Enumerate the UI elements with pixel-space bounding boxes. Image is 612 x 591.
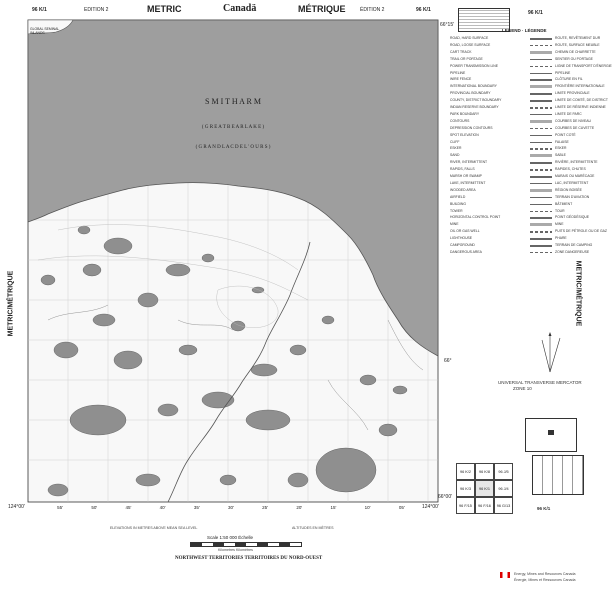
legend-symbol xyxy=(530,128,552,130)
coord-top-right: 66°15' xyxy=(440,22,455,28)
legend-symbol xyxy=(530,245,552,247)
legend-label-fr: PHARE xyxy=(555,236,567,241)
legend-label-fr: LIMITE DE COMTÉ, DE DISTRICT xyxy=(555,98,608,103)
legend-row xyxy=(450,50,602,56)
canada-wordmark: Canadä xyxy=(223,3,257,14)
legend-row xyxy=(450,98,608,104)
scale-title: Scale 1:50 000 Échelle xyxy=(207,535,254,540)
legend-label-fr: SENTIER OU PORTAGE xyxy=(555,56,593,61)
legend-row xyxy=(450,181,602,187)
legend-row xyxy=(450,119,602,125)
legend-row xyxy=(450,209,602,215)
water-sub-fr: ( G R A N D L A C D E L ' O U R S ) xyxy=(195,145,271,150)
legend-label-en: CLIFF xyxy=(450,139,460,144)
legend-row xyxy=(450,195,602,201)
region-name: NORTHWEST TERRITORIES TERRITOIRES DU NORD-OUEST xyxy=(175,556,323,561)
legend-label-fr: RIVIÈRE, INTERMITTENTE xyxy=(555,160,598,165)
legend-label-fr: CLÔTURE EN FIL xyxy=(555,77,583,82)
legend-symbol xyxy=(530,59,552,61)
legend-row xyxy=(450,167,602,173)
metric-label: METRIC xyxy=(147,4,182,14)
legend-row xyxy=(450,236,602,242)
index-cell: 96 K/1 xyxy=(475,480,494,497)
zone-label: ZONE 10 xyxy=(513,386,532,391)
legend-label-en: COUNTY, DISTRICT BOUNDARY xyxy=(450,98,502,103)
legend-label-en: PARK BOUNDARY xyxy=(450,111,480,116)
legend-symbol xyxy=(530,197,552,199)
legend-symbol xyxy=(530,169,552,171)
legend-label-fr: TERRAIN DE CAMPING xyxy=(555,243,593,247)
index-cell: 96 K/8 xyxy=(475,463,494,480)
legend-label-en: SPOT ELEVATION xyxy=(450,132,479,137)
corner-label: GLOBAL SEMINAL INLANDS xyxy=(30,27,60,35)
legend-row xyxy=(450,84,605,90)
legend-row xyxy=(450,243,602,249)
legend-symbol xyxy=(530,100,552,102)
legend-label-fr: POINT GÉODÉSIQUE xyxy=(555,215,590,220)
longitude-tick-label: 10' xyxy=(364,505,371,510)
legend-row xyxy=(450,153,602,159)
legend-row xyxy=(450,112,602,118)
legend-label-en: AIRFIELD xyxy=(450,194,466,199)
reference-grid xyxy=(532,455,584,495)
longitude-tick-label: 50' xyxy=(91,505,98,510)
index-cell: 96 K/2 xyxy=(456,463,475,480)
legend-row xyxy=(450,133,602,139)
edition-right: ÉDITION 2 xyxy=(360,7,385,13)
legend-label-en: BUILDING xyxy=(450,201,467,206)
water-name: S M I T H A R M xyxy=(205,97,261,106)
legend-label-fr: ZONE DANGEREUSE xyxy=(555,249,590,254)
legend-label-fr: TERRAIN D'AVIATION xyxy=(555,194,590,199)
metrique-label: MÉTRIQUE xyxy=(298,4,346,14)
legend-label-en: ESKER xyxy=(450,146,462,151)
legend-label-en: HORIZONTAL CONTROL POINT xyxy=(450,215,501,220)
legend-row xyxy=(450,250,602,256)
legend-label-en: LAKE, INTERMITTENT xyxy=(450,180,486,185)
dept-en: Energy, Mines and Resources Canada xyxy=(514,572,576,576)
legend-label-en: TRAIL OR PORTAGE xyxy=(450,56,483,61)
legend-label-fr: TOUR xyxy=(555,208,565,213)
scale-units: Kilometres Kilomètres xyxy=(218,548,253,552)
legend-label-en: POWER TRANSMISSION LINE xyxy=(450,63,498,68)
legend-label-fr: LIMITE PROVINCIALE xyxy=(555,91,590,96)
legend-label-en: WOODED AREA xyxy=(450,187,476,192)
legend-symbol xyxy=(530,238,552,240)
legend-label-fr: LAC, INTERMITTENT xyxy=(555,180,589,185)
index-cell: 96 J/4 xyxy=(494,480,513,497)
legend-row xyxy=(450,63,612,70)
legend-label-en: TOWER xyxy=(450,208,463,213)
legend-symbol xyxy=(530,51,552,54)
legend-label-en: OIL OR GAS WELL xyxy=(450,229,480,234)
legend-label-fr: ROUTE, REVÊTEMENT DUR xyxy=(555,36,601,40)
legend-symbol xyxy=(530,107,552,109)
legend-label-en: RIVER, INTERMITTENT xyxy=(450,160,488,165)
legend-label-fr: POINT COTÉ xyxy=(555,132,576,137)
legend-label-fr: BÂTIMENT xyxy=(555,201,573,206)
legend-symbol xyxy=(530,183,552,185)
legend-label-en: DEPRESSION CONTOURS xyxy=(450,125,493,130)
canada-flag-icon xyxy=(500,572,510,578)
legend-row xyxy=(450,77,602,83)
legend-row xyxy=(450,174,602,180)
edition-left: EDITION 2 xyxy=(84,7,109,13)
legend-row xyxy=(450,160,602,166)
legend-symbol xyxy=(530,148,552,150)
legend-symbol xyxy=(530,38,552,40)
legend-label-en: SAND xyxy=(450,153,460,158)
legend-symbol xyxy=(530,162,552,164)
legend-label-fr: ROUTE, SURFACE MEUBLE xyxy=(555,42,600,47)
coord-right-bottom: 124°00' xyxy=(422,504,439,510)
longitude-tick-label: 35' xyxy=(193,505,200,510)
legend-label-en: DANGEROUS AREA xyxy=(450,249,482,254)
legend-row xyxy=(450,91,602,97)
coord-right-mid: 66° xyxy=(444,358,452,364)
legend-symbol xyxy=(530,85,552,88)
index-cell: 96 F/15 xyxy=(456,497,475,514)
longitude-tick-label: 25' xyxy=(262,505,269,510)
legend-label-fr: MINE xyxy=(555,222,564,227)
coord-bottom-right: 66°00' xyxy=(438,494,453,500)
legend-label-fr: FALAISE xyxy=(555,139,569,144)
legend-label-en: MARSH OR SWAMP xyxy=(450,174,482,178)
legend-symbol xyxy=(530,231,552,233)
legend-row xyxy=(450,146,602,152)
legend-label-en: PIPELINE xyxy=(450,70,466,75)
legend-row xyxy=(450,202,602,208)
utm-title: UNIVERSAL TRANSVERSE MERCATOR xyxy=(498,380,582,385)
legend-symbol xyxy=(530,142,552,144)
legend-label-en: CART TRACK xyxy=(450,49,472,54)
legend-row xyxy=(450,105,606,111)
legend-label-en: RAPIDS, FALLS xyxy=(450,167,475,172)
legend-label-fr: ESKER xyxy=(555,146,567,151)
legend-label-fr: PUITS DE PÉTROLE OU DE GAZ xyxy=(555,229,607,234)
legend-symbol xyxy=(530,176,552,178)
contour-note-en: ELEVATIONS IN METRES ABOVE MEAN SEA LEVEL xyxy=(110,526,198,530)
legend-title: LEGEND · LÉGENDE xyxy=(502,28,547,33)
legend-symbol xyxy=(530,204,552,206)
legend-label-en: ROAD, LOOSE SURFACE xyxy=(450,42,491,47)
legend-symbol xyxy=(530,223,552,226)
index-cell: 96 J/5 xyxy=(494,463,513,480)
longitude-tick-label: 05' xyxy=(398,505,405,510)
legend-symbol xyxy=(530,189,552,192)
legend-row xyxy=(450,229,607,235)
legend-label-en: INTERNATIONAL BOUNDARY xyxy=(450,84,497,89)
legend-label-fr: FRONTIÈRE INTERNATIONALE xyxy=(555,84,605,89)
legend-row xyxy=(450,140,602,146)
side-label-left: METRIC/MÉTRIQUE xyxy=(7,270,15,337)
index-cell: 96 G/13 xyxy=(494,497,513,514)
legend-label-fr: MARAIS OU MARÉCAGE xyxy=(555,174,595,178)
legend-label-en: ROAD, HARD SURFACE xyxy=(450,36,489,40)
contour-note-fr: ALTITUDES EN MÈTRES xyxy=(292,526,334,530)
legend-symbol xyxy=(530,45,552,47)
legend-row xyxy=(450,188,602,194)
longitude-tick-label: 30' xyxy=(228,505,234,510)
legend-row xyxy=(450,126,602,132)
declination-diagram xyxy=(530,330,570,375)
legend-label-en: MINE xyxy=(450,222,459,227)
legend-symbol xyxy=(530,135,552,137)
legend-row xyxy=(450,222,602,228)
legend-label-en: CAMPGROUND xyxy=(450,243,475,247)
legend-label-fr: CHEMIN DE CHARRETTE xyxy=(555,49,596,54)
legend-label-fr: COURBES DE NIVEAU xyxy=(555,118,591,123)
legend-symbol xyxy=(530,252,552,254)
legend-label-en: WIRE FENCE xyxy=(450,77,472,82)
location-inset xyxy=(525,418,577,452)
legend-symbol xyxy=(530,79,552,81)
legend-label-fr: LIGNE DE TRANSPORT D'ÉNERGIE xyxy=(555,63,612,68)
side-label-right: METRIC/MÉTRIQUE xyxy=(574,260,582,327)
legend-label-fr: LIMITE DE RÉSERVE INDIENNE xyxy=(555,105,606,109)
legend-label-fr: RAPIDES, CHUTES xyxy=(555,167,586,172)
legend-row xyxy=(450,57,602,63)
coord-bottom-left: 124°00' xyxy=(8,504,25,510)
longitude-tick-label: 15' xyxy=(330,505,337,510)
legend-label-fr: COURBES DE CUVETTE xyxy=(555,125,595,130)
adjoining-sheets-index xyxy=(456,463,516,517)
legend-symbol xyxy=(530,73,552,75)
legend-symbol xyxy=(530,66,552,68)
index-cell: 96 F/16 xyxy=(475,497,494,514)
legend-row xyxy=(450,43,602,49)
water-sub-en: ( G R E A T B E A R L A K E ) xyxy=(201,125,265,130)
legend-label-en: CONTOURS xyxy=(450,118,470,123)
index-cell: 96 K/3 xyxy=(456,480,475,497)
legend-symbol xyxy=(530,154,552,157)
legend-label-en: PROVINCIAL BOUNDARY xyxy=(450,91,491,96)
legend-row xyxy=(450,36,602,42)
legend-label-en: LIGHTHOUSE xyxy=(450,236,473,241)
sheet-number-left: 96 K/1 xyxy=(32,7,47,13)
legend-label-fr: RÉGION BOISÉE xyxy=(555,187,582,192)
legend-symbol xyxy=(530,114,552,116)
legend-label-fr: LIMITE DE PARC xyxy=(555,111,582,116)
legend-symbol xyxy=(530,93,552,95)
longitude-tick-label: 40' xyxy=(159,505,166,510)
longitude-tick-label: 55' xyxy=(57,505,64,510)
legend-label-en: INDIAN RESERVE BOUNDARY xyxy=(450,105,499,109)
legend-label-fr: PIPELINE xyxy=(555,70,571,75)
legend-symbol xyxy=(530,120,552,123)
sheet-number-bottom: 96 K/1 xyxy=(537,506,551,511)
legend-row xyxy=(450,71,602,77)
sheet-number-right: 96 K/1 xyxy=(416,7,431,13)
sheet-number-legend: 96 K/1 xyxy=(528,10,543,16)
legend-panel xyxy=(450,28,612,258)
legend-symbol xyxy=(530,217,552,219)
legend-label-fr: SABLE xyxy=(555,153,566,158)
topographic-map xyxy=(28,20,438,502)
legend-row xyxy=(450,215,602,221)
longitude-tick-label: 20' xyxy=(296,505,303,510)
legend-symbol xyxy=(530,211,552,213)
dept-fr: Énergie, Mines et Ressources Canada xyxy=(514,578,576,582)
longitude-tick-label: 45' xyxy=(125,505,132,510)
scale-bar xyxy=(190,542,302,547)
